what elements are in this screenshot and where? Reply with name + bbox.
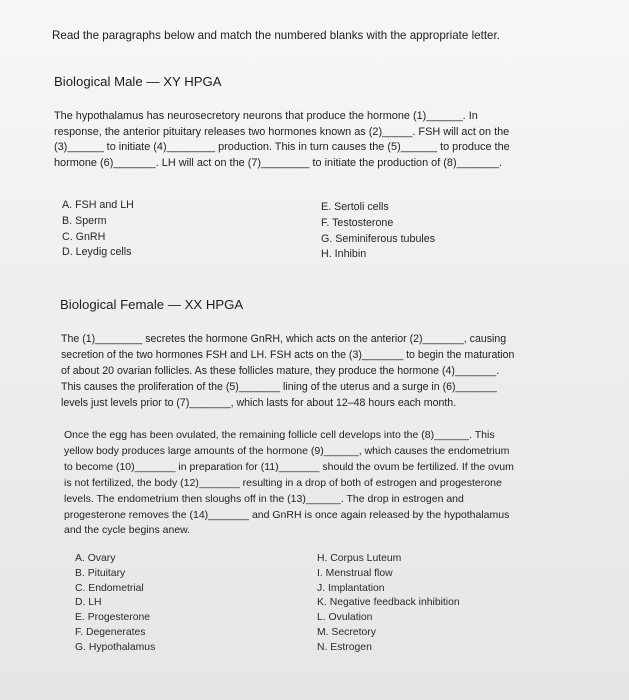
female-paragraph-line: Once the egg has been ovulated, the remaining follicle cell develops into the (8)______. This — [64, 429, 495, 441]
male-paragraph — [54, 109, 510, 171]
male-paragraph-line: The hypothalamus has neurosecretory neurons that produce the hormone (1)______. In — [54, 110, 478, 122]
male-section-title: Biological Male — XY HPGA — [54, 74, 222, 89]
female-section-title: Biological Female — XX HPGA — [60, 297, 244, 312]
option-item: G. Hypothalamus — [75, 641, 156, 653]
male-paragraph-line: hormone (6)_______. LH will act on the (7)________ to initiate the production of (8)_______. — [54, 156, 503, 169]
female-options-right — [317, 552, 460, 656]
option-item: B. Sperm — [62, 214, 107, 227]
female-paragraph-line: is not fertilized, the body (12)_______ resulting in a drop of both of estrogen and progesterone — [64, 476, 502, 489]
instructions: Read the paragraphs below and match the numbered blanks with the appropriate letter. — [52, 29, 500, 42]
option-item: D. Leydig cells — [62, 246, 132, 259]
female-paragraph-line: levels just levels prior to (7)_______, which lasts for about 12–48 hours each month. — [61, 396, 457, 409]
option-item: N. Estrogen — [317, 641, 372, 653]
male-paragraph-line: (3)______ to initiate (4)________ production. This in turn causes the (5)______ to produce the — [54, 141, 510, 154]
female-paragraph-line: This causes the proliferation of the (5)_______ lining of the uterus and a surge in (6)_______ — [61, 380, 497, 393]
female-paragraph-line: progesterone removes the (14)_______ and GnRH is once again released by the hypothalamus — [64, 508, 510, 521]
female-paragraph-line: and the cycle begins anew. — [64, 524, 191, 537]
female-paragraph-2 — [64, 428, 514, 539]
option-item: A. Ovary — [75, 553, 116, 564]
male-options-left — [62, 198, 134, 261]
option-item: E. Progesterone — [75, 612, 151, 624]
female-paragraph-line: levels. The endometrium then sloughs off in the (13)______. The drop in estrogen and — [64, 492, 464, 505]
option-item: C. Endometrial — [75, 582, 144, 594]
female-paragraph-line: of about 20 ovarian follicles. As these follicles mature, they produce the hormone (4)_______. — [61, 364, 500, 377]
option-item: H. Inhibin — [321, 248, 367, 261]
male-options-right — [321, 200, 435, 263]
male-paragraph-line: response, the anterior pituitary releases two hormones known as (2)_____. FSH will act on the — [54, 125, 510, 138]
female-paragraph-line: to become (10)_______ in preparation for (11)_______ should the ovum be fertilized. If the ovum — [64, 460, 514, 473]
option-item: M. Secretory — [317, 626, 376, 638]
option-item: H. Corpus Luteum — [317, 553, 402, 564]
female-options-left — [75, 552, 155, 656]
option-item: F. Testosterone — [321, 216, 394, 229]
option-item: F. Degenerates — [75, 626, 146, 638]
female-paragraph-1 — [61, 332, 514, 412]
female-paragraph-line: yellow body produces large amounts of the hormone (9)______, which causes the endometrium — [64, 444, 510, 457]
option-item: I. Menstrual flow — [317, 567, 393, 579]
female-paragraph-line: The (1)________ secretes the hormone GnRH, which acts on the anterior (2)_______, causing — [61, 333, 507, 345]
option-item: B. Pituitary — [75, 567, 126, 579]
option-item: C. GnRH — [62, 230, 106, 243]
option-item: A. FSH and LH — [62, 199, 134, 211]
option-item: G. Seminiferous tubules — [321, 232, 436, 245]
option-item: D. LH — [75, 597, 102, 609]
option-item: E. Sertoli cells — [321, 201, 389, 213]
option-item: K. Negative feedback inhibition — [317, 597, 460, 609]
option-item: J. Implantation — [317, 582, 385, 594]
option-item: L. Ovulation — [317, 612, 373, 624]
female-paragraph-line: secretion of the two hormones FSH and LH. FSH acts on the (3)_______ to begin the maturation — [61, 348, 515, 361]
